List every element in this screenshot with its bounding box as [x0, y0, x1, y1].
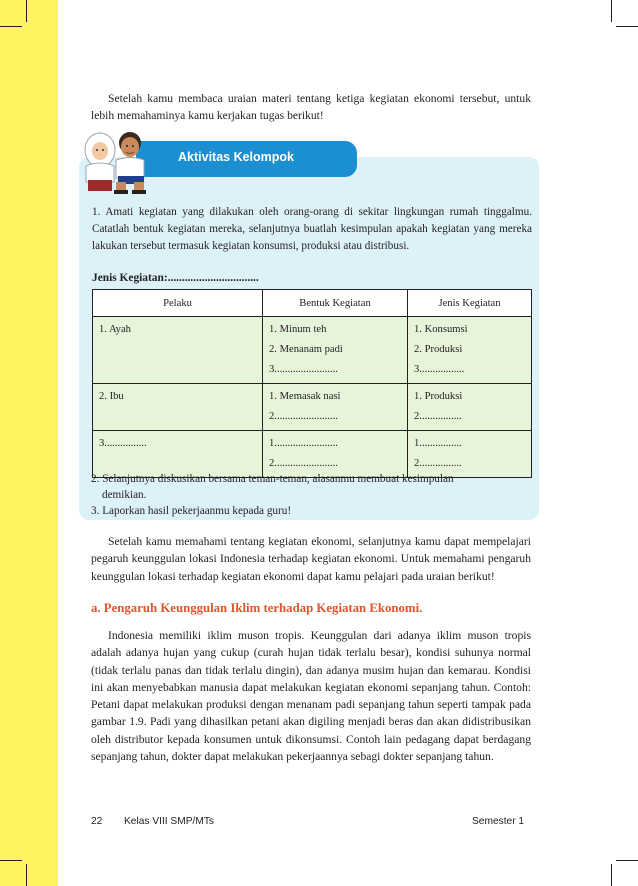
- bentuk-item: 2........................: [269, 458, 338, 469]
- crop-mark-bl-h: [0, 860, 22, 861]
- bentuk-item: 1........................: [269, 438, 338, 449]
- activity-instruction-1: 1. Amati kegiatan yang dilakukan oleh orang-orang di sekitar lingkungan rumah tinggalmu. Catatlah bentuk kegiatan mereka, selanjutnya buatlah kesimpulan apakah kegiatan yang mereka lakukan tersebut termasuk kegiatan konsumsi, produksi atau distribusi.: [92, 206, 532, 252]
- jenis-item: 2. Produksi: [414, 344, 463, 355]
- header-jenis-kegiatan: Jenis Kegiatan: [408, 290, 532, 317]
- jenis-item: 1. Konsumsi: [414, 324, 468, 335]
- header-pelaku: Pelaku: [93, 290, 263, 317]
- cell-bentuk: [263, 317, 408, 384]
- activity-title: Aktivitas Kelompok: [178, 150, 295, 164]
- pelaku-text: 2. Ibu: [99, 391, 124, 402]
- bentuk-item: 2........................: [269, 411, 338, 422]
- activity-table: [92, 289, 532, 478]
- pelaku-text: 3................: [99, 438, 147, 449]
- section-heading: a. Pengaruh Keunggulan Iklim terhadap Kegiatan Ekonomi.: [91, 601, 423, 615]
- crop-mark-tr-v: [611, 0, 612, 22]
- table-row: [93, 384, 532, 431]
- crop-mark-bl-v: [26, 864, 27, 886]
- crop-mark-tl-h: [0, 26, 22, 27]
- crop-mark-br-v: [611, 864, 612, 886]
- jenis-item: 3.................: [414, 364, 465, 375]
- bentuk-item: 3........................: [269, 364, 338, 375]
- bentuk-item: 1. Memasak nasi: [269, 391, 341, 402]
- activity-instruction-2: 2. Selanjutnya diskusikan bersama teman-teman, alasanmu membuat kesimpulan: [91, 473, 454, 485]
- students-illustration: [80, 126, 158, 194]
- paragraph-keunggulan-lokasi: Setelah kamu memahami tentang kegiatan ekonomi, selanjutnya kamu dapat mempelajari pegaruh keunggulan lokasi Indonesia terhadap kegiatan ekonomi. Untuk memahami pengaruh keunggulan lokasi terhadap kegiatan ekonomi dapat kamu pelajari pada uraian berikut!: [91, 535, 531, 583]
- page-number: 22: [91, 816, 103, 827]
- paragraph-iklim: Indonesia memiliki iklim muson tropis. Keunggulan dari adanya iklim muson tropis adalah adanya hujan yang cukup (curah hujan tidak terlalu besar), kondisi suhunya normal (tidak terlalu panas dan tidak terlalu dingin), dan adanya musim hujan dan kemarau. Kondisi ini akan menyebabkan manusia dapat melakukan kegiatan ekonomi sepanjang tahun. Contoh: Petani dapat melakukan produksi dengan menanam padi sepanjang tahun seperti tampak pada gambar 1.9. Padi yang dihasilkan petani akan digiling menjadi beras dan akan didistribusikan oleh distributor kepada konsumen untuk dikonsumsi. Contoh lain pedagang dapat berdagang sepanjang tahun, dokter dapat melakukan pekerjaannya sebagi dokter sepanjang tahun.: [91, 629, 531, 764]
- table-row: [93, 317, 532, 384]
- intro-paragraph: Setelah kamu membaca uraian materi tentang ketiga kegiatan ekonomi tersebut, untuk lebih memahaminya kamu kerjakan tugas berikut!: [91, 92, 531, 123]
- crop-mark-tl-v: [26, 0, 27, 22]
- jenis-item: 2................: [414, 458, 462, 469]
- jenis-item: 1. Produksi: [414, 391, 463, 402]
- crop-mark-tr-h: [616, 26, 638, 27]
- bentuk-item: 1. Minum teh: [269, 324, 327, 335]
- pelaku-text: 1. Ayah: [99, 324, 131, 335]
- jenis-item: 1................: [414, 438, 462, 449]
- side-color-strip: [0, 0, 58, 886]
- book-title: Kelas VIII SMP/MTs: [124, 816, 215, 827]
- cell-pelaku: [93, 384, 263, 431]
- activity-instruction-2-cont: demikian.: [102, 489, 147, 501]
- semester-label: Semester 1: [472, 816, 525, 827]
- header-bentuk-kegiatan: Bentuk Kegiatan: [263, 290, 408, 317]
- crop-mark-br-h: [616, 860, 638, 861]
- cell-jenis: [408, 317, 532, 384]
- cell-jenis: [408, 384, 532, 431]
- jenis-item: 2................: [414, 411, 462, 422]
- jenis-kegiatan-label: Jenis Kegiatan:................................: [92, 272, 259, 284]
- cell-bentuk: [263, 384, 408, 431]
- activity-instruction-3: 3. Laporkan hasil pekerjaanmu kepada guru!: [91, 505, 292, 517]
- table-header-row: [93, 290, 532, 317]
- bentuk-item: 2. Menanam padi: [269, 344, 343, 355]
- cell-pelaku: [93, 317, 263, 384]
